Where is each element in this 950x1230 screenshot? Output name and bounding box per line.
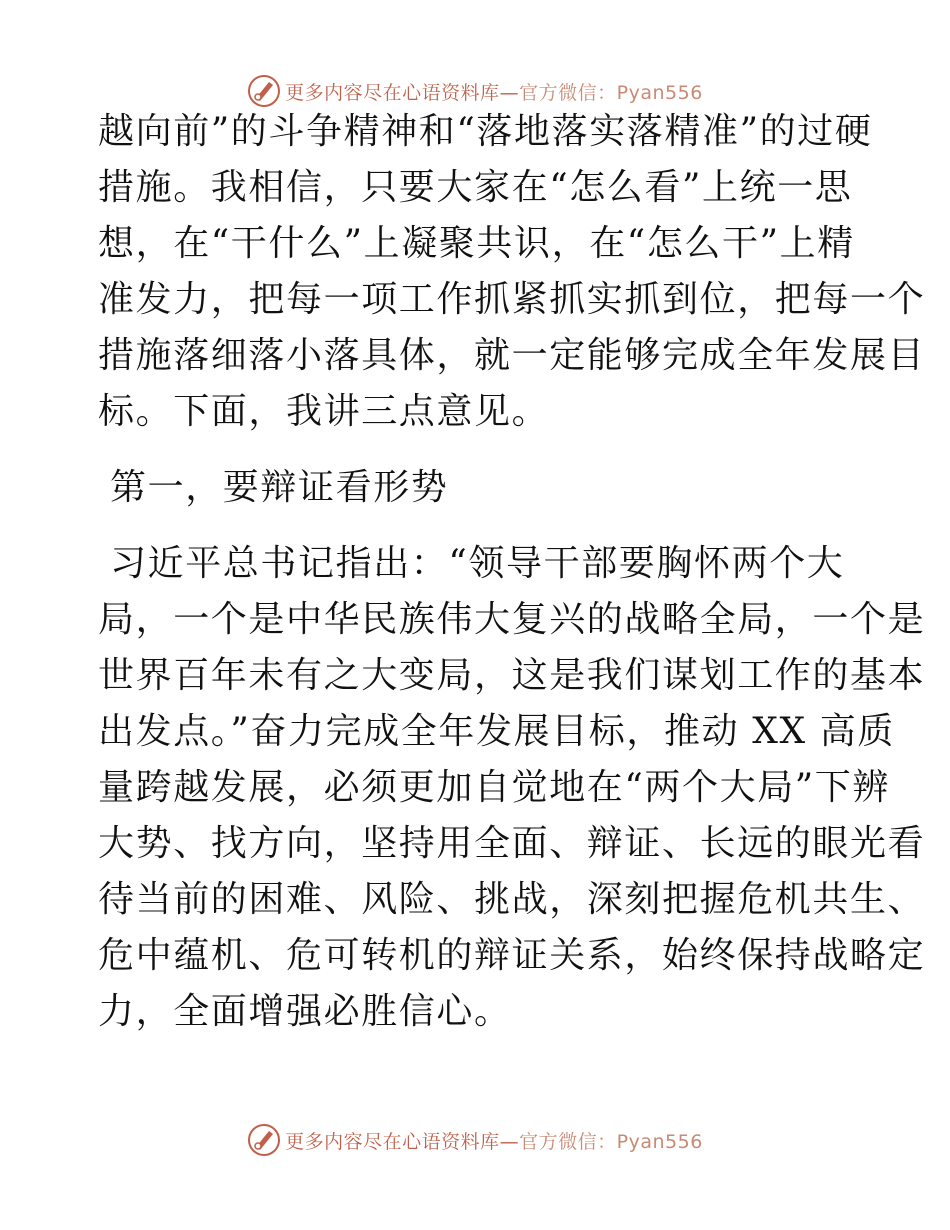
footer-watermark-banner bbox=[0, 1120, 950, 1160]
paragraph-line: 措施落细落小落具体，就一定能够完成全年发展目 bbox=[98, 335, 926, 376]
section-heading: 第一，要辩证看形势 bbox=[110, 467, 449, 508]
paragraph-line: 局，一个是中华民族伟大复兴的战略全局，一个是 bbox=[98, 599, 926, 640]
paragraph-line: 想，在“干什么”上凝聚共识，在“怎么干”上精 bbox=[98, 223, 855, 264]
watermark-text: 更多内容尽在心语资料库—官方微信：Pyan556 bbox=[285, 81, 703, 104]
paragraph-line: 出发点。”奋力完成全年发展目标，推动 XX 高质 bbox=[98, 711, 895, 752]
paragraph-line: 习近平总书记指出：“领导干部要胸怀两个大 bbox=[110, 543, 845, 584]
paragraph-line: 力，全面增强必胜信心。 bbox=[98, 991, 512, 1032]
paragraph-line: 标。下面，我讲三点意见。 bbox=[98, 391, 550, 432]
brand-logo-icon bbox=[247, 1123, 281, 1157]
paragraph-line: 大势、找方向，坚持用全面、辩证、长远的眼光看 bbox=[98, 823, 926, 864]
paragraph-line: 待当前的困难、风险、挑战，深刻把握危机共生、 bbox=[98, 879, 926, 920]
paragraph-line: 量跨越发展，必须更加自觉地在“两个大局”下辨 bbox=[98, 767, 891, 808]
brand-logo-icon bbox=[247, 74, 281, 108]
paragraph-line: 措施。我相信，只要大家在“怎么看”上统一思 bbox=[98, 167, 853, 208]
paragraph-line: 越向前”的斗争精神和“落地落实落精准”的过硬 bbox=[98, 111, 873, 152]
document-body bbox=[98, 104, 926, 1040]
paragraph-line: 危中蕴机、危可转机的辩证关系，始终保持战略定 bbox=[98, 935, 926, 976]
watermark-text: 更多内容尽在心语资料库—官方微信：Pyan556 bbox=[285, 1130, 703, 1153]
paragraph-line: 世界百年未有之大变局，这是我们谋划工作的基本 bbox=[98, 655, 926, 696]
paragraph-line: 准发力，把每一项工作抓紧抓实抓到位，把每一个 bbox=[98, 279, 926, 320]
